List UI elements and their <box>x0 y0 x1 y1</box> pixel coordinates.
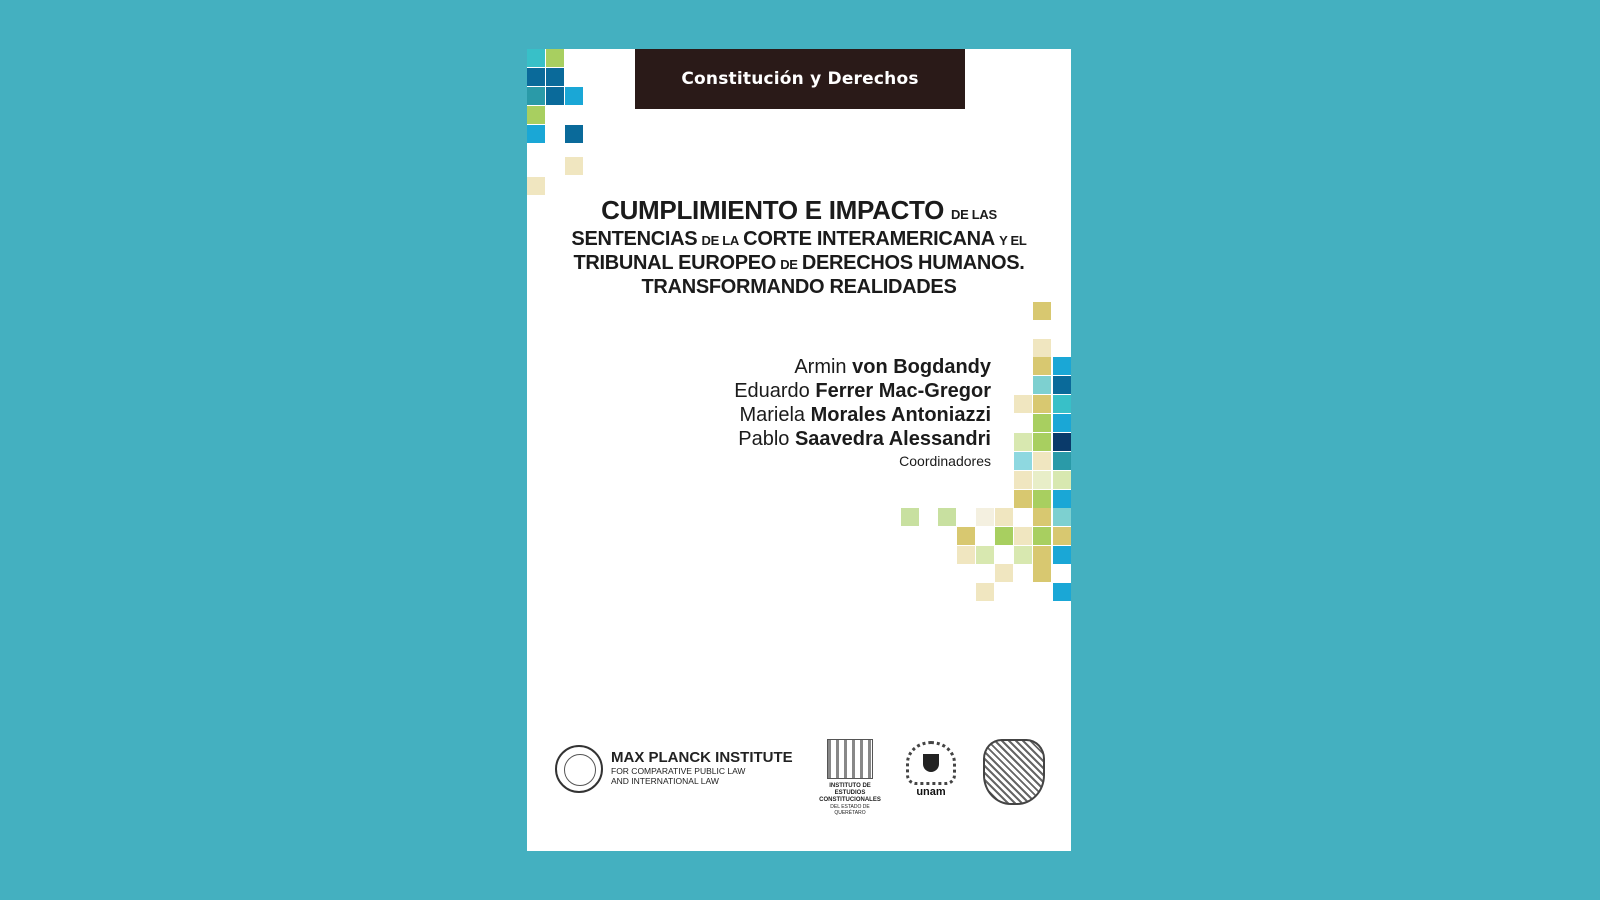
mosaic-square <box>976 508 994 526</box>
title-line2-part-d: Y EL <box>999 233 1027 248</box>
mosaic-square <box>1033 471 1051 489</box>
mpi-name-line1: MAX PLANCK INSTITUTE <box>611 749 793 766</box>
mosaic-square <box>957 527 975 545</box>
mosaic-square <box>527 125 545 143</box>
mosaic-square <box>527 177 545 195</box>
mosaic-square <box>1053 433 1071 451</box>
author-line <box>734 379 991 403</box>
title-line1-small: DE LAS <box>951 207 997 222</box>
mosaic-square <box>1014 527 1032 545</box>
authors-block <box>734 355 991 471</box>
mosaic-square <box>546 68 564 86</box>
publisher-logos <box>555 739 1055 819</box>
book-title <box>537 197 1061 300</box>
mosaic-square <box>1053 376 1071 394</box>
mosaic-square <box>1033 490 1051 508</box>
author-line <box>734 427 991 451</box>
mosaic-square <box>1014 433 1032 451</box>
mosaic-square <box>1014 490 1032 508</box>
author-line <box>734 403 991 427</box>
coordinators-label: Coordinadores <box>899 453 991 469</box>
max-planck-wordmark <box>611 749 793 786</box>
mosaic-square <box>1053 508 1071 526</box>
author-first-name: Pablo <box>738 428 790 450</box>
title-line3-part-b: DE <box>780 257 798 272</box>
mosaic-square <box>527 68 545 86</box>
mosaic-square <box>1033 376 1051 394</box>
mosaic-square <box>1053 452 1071 470</box>
mosaic-square <box>1033 339 1051 357</box>
mosaic-square <box>1053 357 1071 375</box>
mosaic-square <box>565 87 583 105</box>
title-line3-part-a: TRIBUNAL EUROPEO <box>573 252 777 274</box>
mosaic-square <box>995 508 1013 526</box>
max-planck-seal-icon <box>555 745 603 793</box>
author-first-name: Mariela <box>739 404 806 426</box>
mosaic-square <box>1033 564 1051 582</box>
author-last-name: Morales Antoniazzi <box>810 404 991 426</box>
mosaic-square <box>976 583 994 601</box>
iec-name-line1: INSTITUTO DE ESTUDIOS <box>829 783 871 796</box>
mosaic-square <box>995 527 1013 545</box>
book-cover <box>527 49 1071 851</box>
title-line1-main: CUMPLIMIENTO E IMPACTO <box>601 195 945 225</box>
unam-seal-icon <box>983 739 1045 805</box>
iec-name-line2: CONSTITUCIONALES <box>819 797 881 803</box>
mosaic-square <box>938 508 956 526</box>
mosaic-square <box>1053 490 1071 508</box>
mosaic-square <box>1033 546 1051 564</box>
mosaic-square <box>527 87 545 105</box>
iec-name-line3: DEL ESTADO DE QUERÉTARO <box>830 804 870 816</box>
mosaic-square <box>1014 395 1032 413</box>
author-last-name: Ferrer Mac-Gregor <box>815 380 991 402</box>
mosaic-square <box>957 546 975 564</box>
mosaic-square <box>901 508 919 526</box>
title-line2-part-b: DE LA <box>701 233 740 248</box>
mosaic-square <box>1033 302 1051 320</box>
mosaic-square <box>546 87 564 105</box>
mosaic-square <box>1033 357 1051 375</box>
mosaic-square <box>527 106 545 124</box>
mosaic-square <box>1033 414 1051 432</box>
mosaic-square <box>1033 452 1051 470</box>
mosaic-square <box>1033 527 1051 545</box>
mosaic-square <box>546 49 564 67</box>
mosaic-square <box>1053 546 1071 564</box>
building-icon <box>827 739 873 779</box>
mosaic-square <box>976 546 994 564</box>
mpi-name-line2: FOR COMPARATIVE PUBLIC LAW <box>611 766 746 776</box>
author-line <box>734 355 991 379</box>
iij-unam-logo <box>903 739 959 805</box>
mosaic-square <box>1033 395 1051 413</box>
title-line2-part-a: SENTENCIAS <box>571 228 698 250</box>
mosaic-square <box>1014 471 1032 489</box>
iec-queretaro-logo <box>817 739 883 816</box>
series-banner <box>635 49 965 109</box>
mosaic-square <box>1053 471 1071 489</box>
mosaic-square <box>527 49 545 67</box>
mosaic-square <box>565 125 583 143</box>
title-line3-part-c: DERECHOS HUMANOS. <box>801 252 1025 274</box>
mosaic-square <box>1053 583 1071 601</box>
mosaic-square <box>565 157 583 175</box>
title-line4: TRANSFORMANDO REALIDADES <box>641 276 957 298</box>
author-last-name: Saavedra Alessandri <box>794 428 991 450</box>
iij-emblem-icon <box>906 741 956 785</box>
mosaic-square <box>1033 433 1051 451</box>
series-title: Constitución y Derechos <box>681 69 919 89</box>
mpi-name-line3: AND INTERNATIONAL LAW <box>611 776 719 786</box>
mosaic-square <box>995 564 1013 582</box>
mosaic-square <box>1033 508 1051 526</box>
mosaic-square <box>1014 452 1032 470</box>
author-first-name: Eduardo <box>734 380 810 402</box>
author-first-name: Armin <box>794 356 847 378</box>
mosaic-square <box>1014 546 1032 564</box>
mosaic-square <box>1053 527 1071 545</box>
title-line2-part-c: CORTE INTERAMERICANA <box>743 228 995 250</box>
author-last-name: von Bogdandy <box>852 356 991 378</box>
mosaic-square <box>1053 414 1071 432</box>
mosaic-square <box>1053 395 1071 413</box>
iij-label: unam <box>916 786 946 798</box>
